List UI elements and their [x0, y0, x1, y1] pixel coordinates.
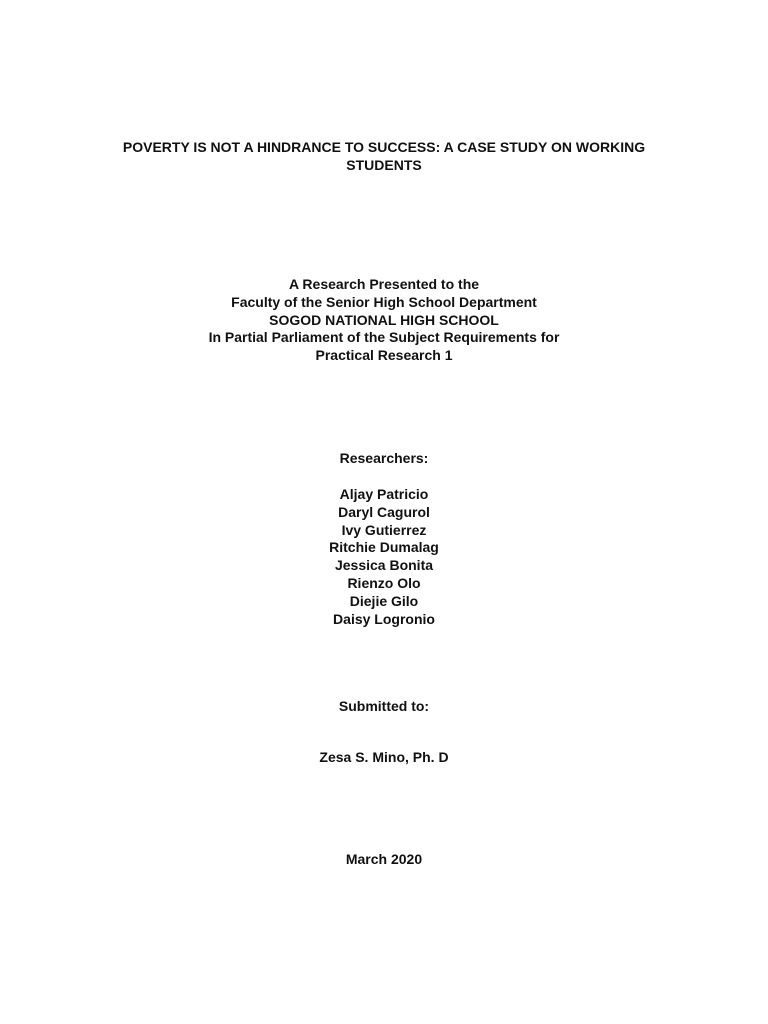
researcher-name: Rienzo Olo [347, 574, 421, 591]
document-title [0, 139, 768, 175]
researcher-name: Aljay Patricio [339, 486, 429, 502]
requirements-line: In Partial Parliament of the Subject Requirements for [208, 329, 560, 346]
researchers-list [0, 486, 768, 628]
submitted-to-label: Submitted to: [338, 698, 430, 714]
presentation-statement [0, 276, 768, 365]
researchers-heading [0, 450, 768, 468]
submission-date [0, 851, 768, 869]
adviser-name: Zesa S. Mino, Ph. D [319, 749, 449, 765]
researcher-name: Ritchie Dumalag [329, 539, 439, 556]
date-text: March 2020 [345, 851, 423, 867]
title-line-2: STUDENTS [346, 156, 422, 173]
subject-line: Practical Research 1 [315, 347, 453, 364]
school-name: SOGOD NATIONAL HIGH SCHOOL [269, 311, 499, 328]
researcher-name: Daisy Logronio [333, 610, 435, 627]
researcher-name: Daryl Cagurol [338, 503, 430, 520]
researcher-name: Jessica Bonita [334, 557, 434, 574]
department-line: Faculty of the Senior High School Department [231, 293, 537, 310]
submitted-to-heading [0, 698, 768, 716]
researcher-name: Ivy Gutierrez [341, 521, 427, 538]
researcher-name: Diejie Gilo [349, 592, 419, 609]
presented-line: A Research Presented to the [288, 276, 480, 292]
researchers-label: Researchers: [339, 450, 429, 466]
adviser [0, 749, 768, 767]
title-line-1: POVERTY IS NOT A HINDRANCE TO SUCCESS: A CASE STUDY ON WORKING [122, 139, 646, 155]
